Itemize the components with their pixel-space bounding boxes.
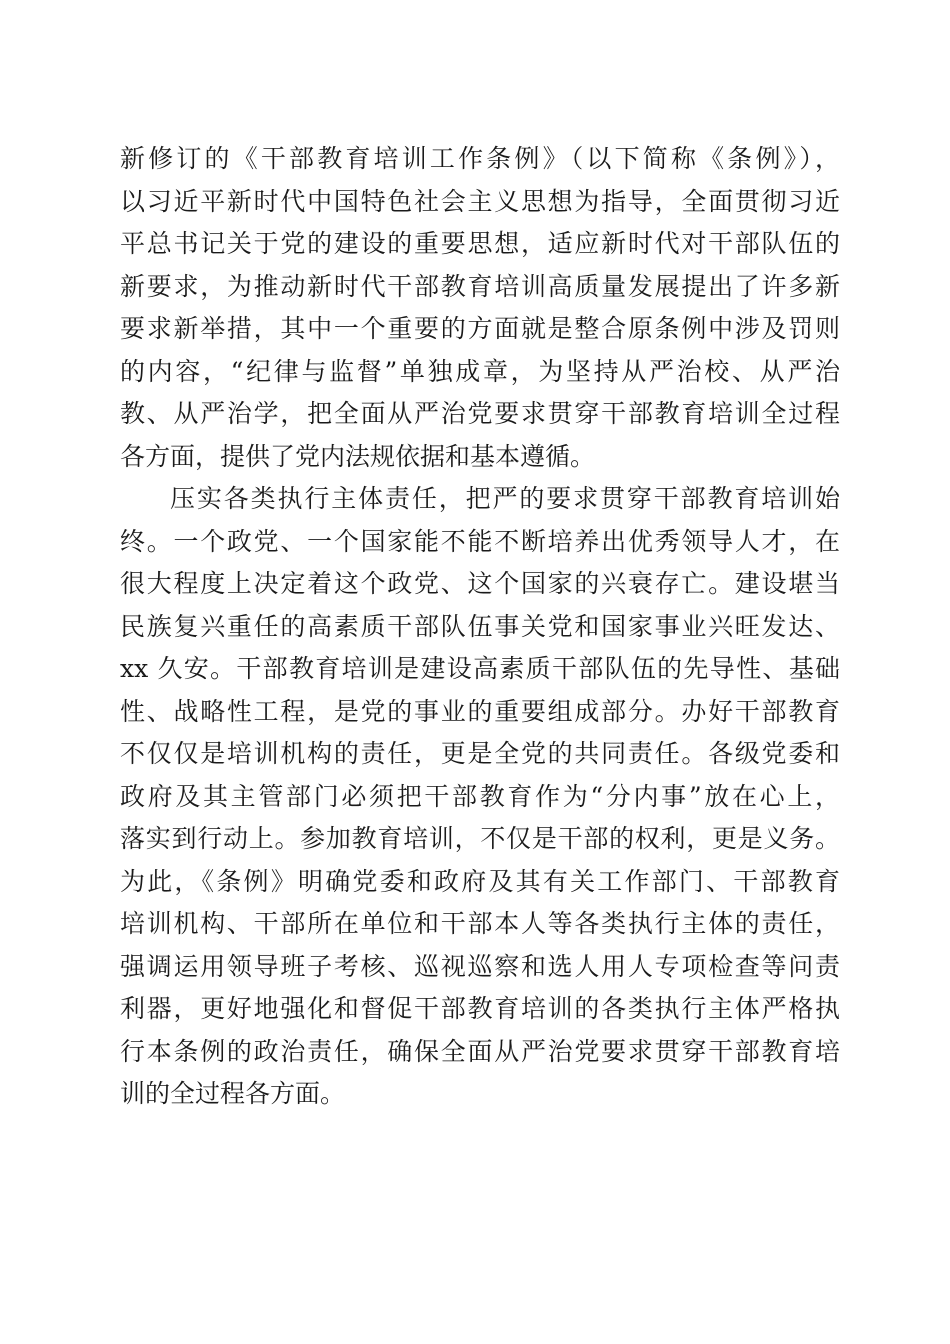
- text-line: 各方面，提供了党内法规依据和基本遵循。: [120, 441, 596, 471]
- text-line: 很大程度上决定着这个政党、这个国家的兴衰存亡。建设堪当: [120, 569, 840, 598]
- text-line: 以习近平新时代中国特色社会主义思想为指导，全面贯彻习近: [120, 186, 840, 216]
- text-line: xx 久安。干部教育培训是建设高素质干部队伍的先导性、基础: [120, 654, 840, 683]
- text-line: 新要求，为推动新时代干部教育培训高质量发展提出了许多新: [120, 271, 840, 301]
- text-line: 压实各类执行主体责任，把严的要求贯穿干部教育培训始: [170, 484, 840, 513]
- text-line: 平总书记关于党的建设的重要思想，适应新时代对干部队伍的: [120, 229, 840, 258]
- text-line: 要求新举措，其中一个重要的方面就是整合原条例中涉及罚则: [120, 314, 840, 343]
- text-line: 政府及其主管部门必须把干部教育作为“分内事”放在心上，: [120, 781, 840, 811]
- text-line: 为此，《条例》明确党委和政府及其有关工作部门、干部教育: [120, 866, 840, 896]
- text-line: 落实到行动上。参加教育培训，不仅是干部的权利，更是义务。: [120, 824, 840, 853]
- paragraph-1: [120, 138, 840, 478]
- text-line: 不仅仅是培训机构的责任，更是全党的共同责任。各级党委和: [120, 739, 840, 768]
- text-line: 的内容，“纪律与监督”单独成章，为坚持从严治校、从严治: [120, 356, 840, 386]
- text-line: 培训机构、干部所在单位和干部本人等各类执行主体的责任，: [120, 909, 840, 938]
- text-line: 民族复兴重任的高素质干部队伍事关党和国家事业兴旺发达、: [120, 611, 840, 641]
- paragraph-2: [120, 478, 840, 1116]
- text-line: 终。一个政党、一个国家能不能不断培养出优秀领导人才，在: [120, 526, 840, 556]
- text-line: 训的全过程各方面。: [120, 1079, 346, 1108]
- text-line: 利器，更好地强化和督促干部教育培训的各类执行主体严格执: [120, 994, 840, 1023]
- document-body: [120, 138, 840, 1116]
- text-line: 教、从严治学，把全面从严治党要求贯穿干部教育培训全过程: [120, 399, 840, 428]
- text-line: 强调运用领导班子考核、巡视巡察和选人用人专项检查等问责: [120, 951, 840, 981]
- text-line: 性、战略性工程，是党的事业的重要组成部分。办好干部教育: [120, 696, 840, 726]
- text-line: 新修订的《干部教育培训工作条例》（以下简称《条例》），: [120, 144, 840, 173]
- text-line: 行本条例的政治责任，确保全面从严治党要求贯穿干部教育培: [120, 1036, 840, 1066]
